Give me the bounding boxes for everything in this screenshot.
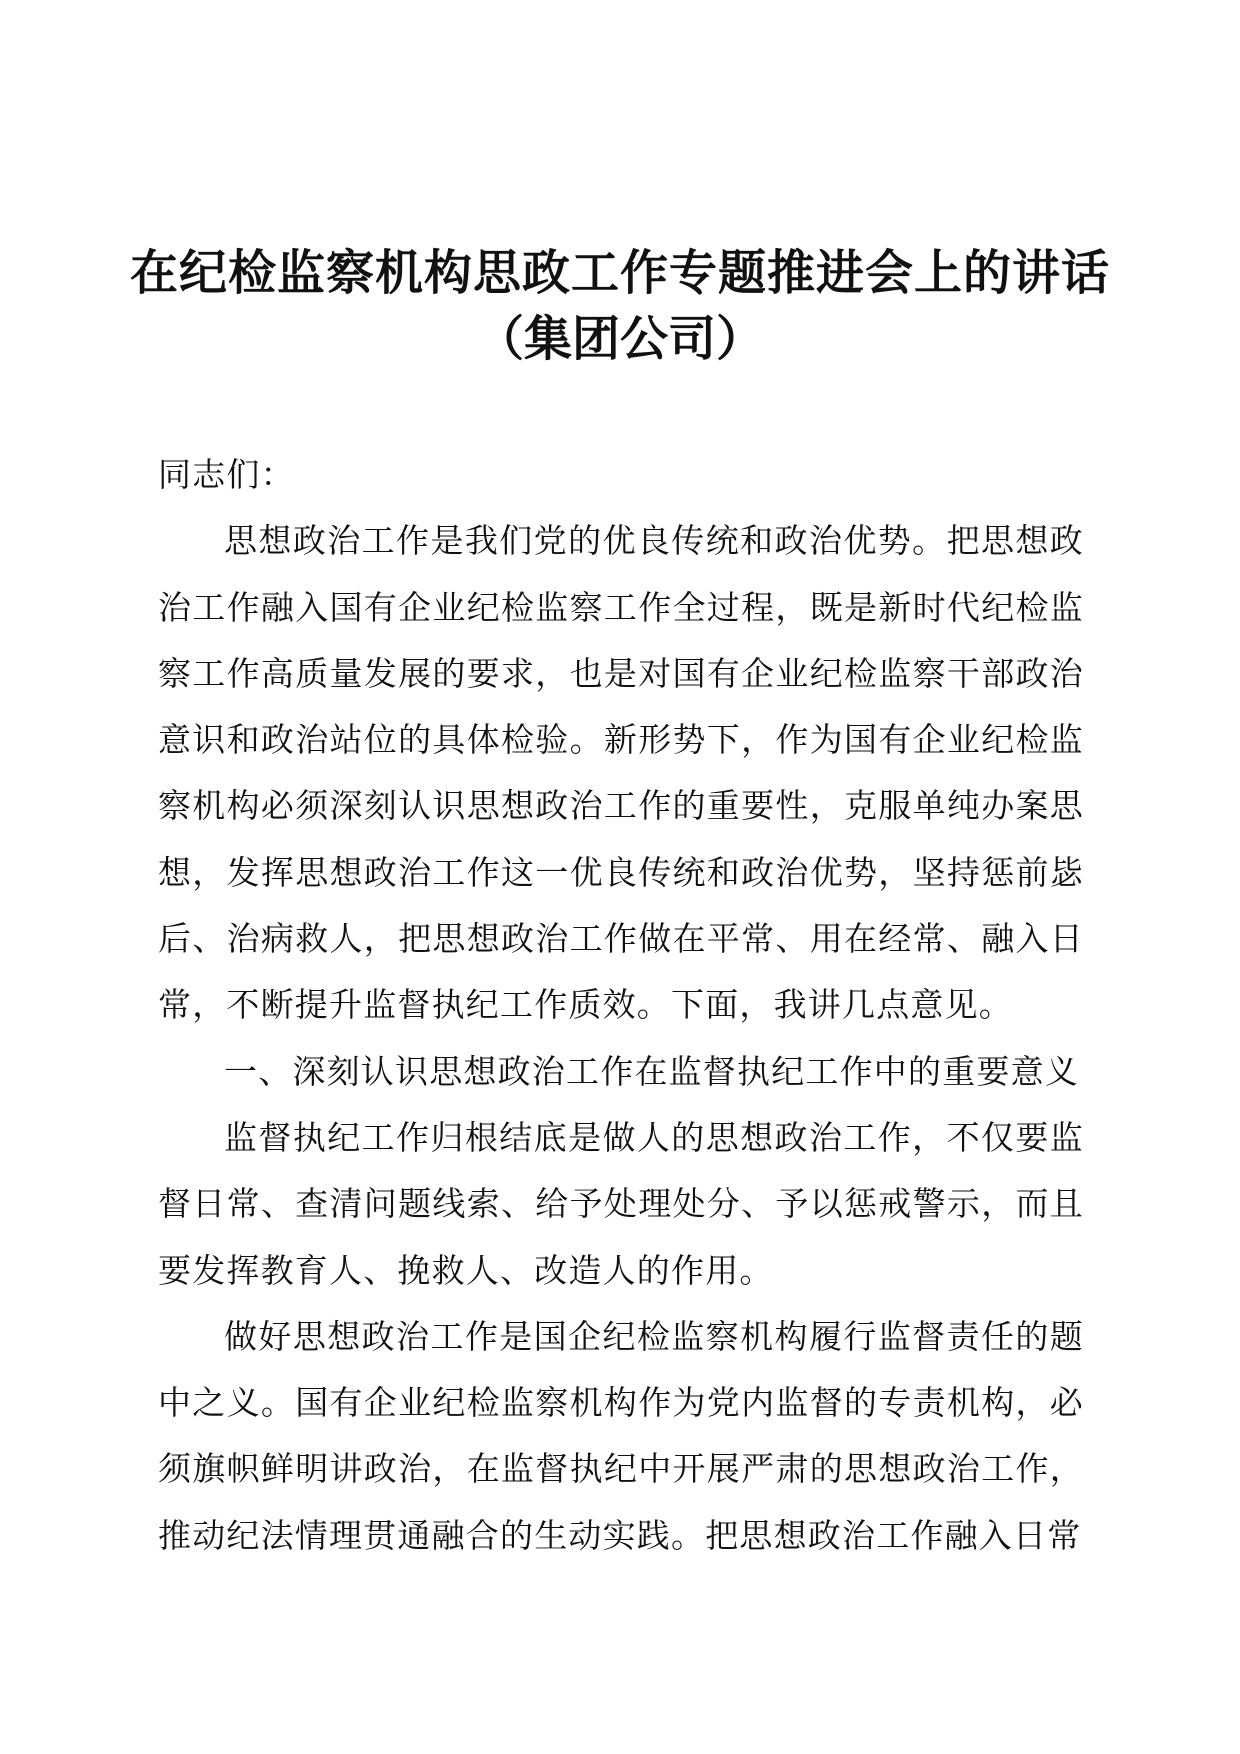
salutation: 同志们： [158, 455, 295, 494]
paragraph-section1-b: 做好思想政治工作是国企纪检监察机构履行监督责任的题中之义。国有企业纪检监察机构作为党内监督的专责机构，必须旗帜鲜明讲政治，在监督执纪中开展严肃的思想政治工作，推动纪法情理贯通融合的生动实践。把思想政治工作融入日常 [158, 1316, 1084, 1555]
document-title: 在纪检监察机构思政工作专题推进会上的讲话 [129, 245, 1110, 301]
document-body [158, 442, 1084, 1569]
title-block [0, 240, 1240, 372]
section-heading-1: 一、深刻认识思想政治工作在监督执纪工作中的重要意义 [224, 1051, 1079, 1091]
paragraph-section1-a: 监督执纪工作归根结底是做人的思想政治工作，不仅要监督日常、查清问题线索、给予处理处分、予以惩戒警示，而且要发挥教育人、挽救人、改造人的作用。 [158, 1117, 1084, 1290]
document-subtitle: （集团公司） [475, 311, 764, 367]
paragraph-intro: 思想政治工作是我们党的优良传统和政治优势。把思想政治工作融入国有企业纪检监察工作全过程，既是新时代纪检监察工作高质量发展的要求，也是对国有企业纪检监察干部政治意识和政治站位的具体检验。新形势下，作为国有企业纪检监察机构必须深刻认识思想政治工作的重要性，克服单纯办案思想，发挥思想政治工作这一优良传统和政治优势，坚持惩前毖后、治病救人，把思想政治工作做在平常、用在经常、融入日常，不断提升监督执纪工作质效。下面，我讲几点意见。 [158, 521, 1084, 1025]
